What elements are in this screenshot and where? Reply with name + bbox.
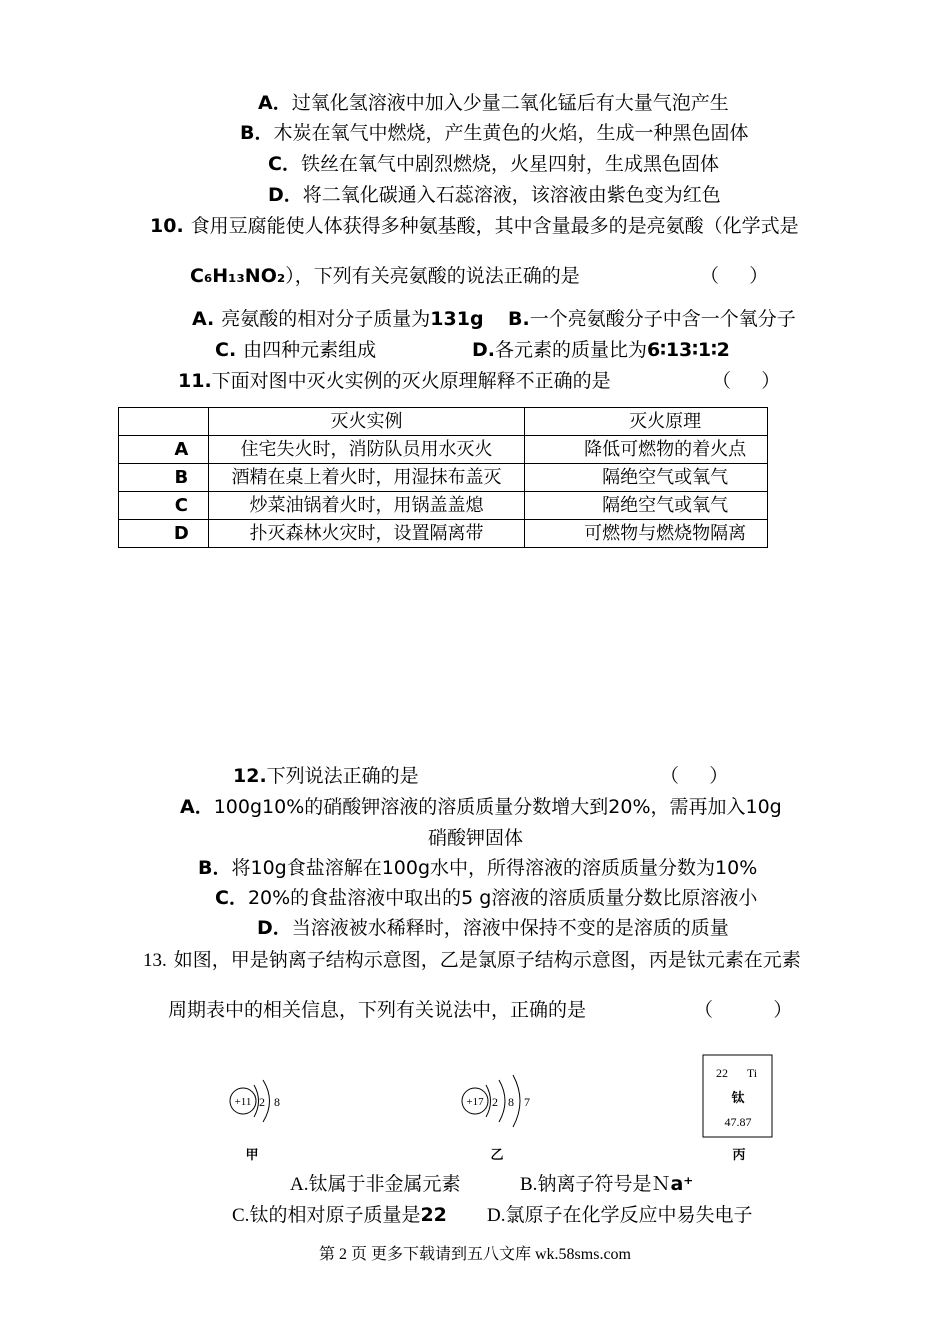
option-label: A．	[258, 92, 292, 114]
option-label: D．	[257, 917, 292, 939]
option-text: 将10g食盐溶解在100g水中，所得溶液的溶质质量分数为10%	[231, 857, 758, 879]
option-label: B.	[508, 308, 530, 330]
option-label: B.	[520, 1174, 538, 1195]
option-label: C．	[268, 153, 301, 175]
row-example: 酒精在桌上着火时，用湿抹布盖灭	[208, 464, 525, 492]
option-value: a⁺	[670, 1173, 694, 1195]
row-option: A	[119, 436, 209, 464]
option-label: C．	[215, 887, 248, 909]
row-example: 扑灭森林火灾时，设置隔离带	[208, 520, 525, 548]
q9-option-d	[268, 183, 721, 207]
q11-answer-blank: （ ）	[712, 370, 781, 392]
q10-option-a	[192, 307, 484, 331]
option-text: 一个亮氨酸分子中含一个氧分子	[529, 308, 796, 330]
yi-shell-arc-3	[513, 1075, 520, 1127]
table-header-example: 灭火实例	[208, 408, 525, 436]
option-label: B．	[240, 122, 274, 144]
q12-answer-blank: （ ）	[660, 765, 729, 787]
page-footer: 第 2 页 更多下载请到五八文库 wk.58sms.com	[318, 1246, 631, 1263]
table-row	[119, 436, 768, 464]
table-header-empty	[119, 408, 209, 436]
yi-shell-electrons-1: 2	[492, 1095, 498, 1109]
option-text: 由四种元素组成	[243, 339, 377, 361]
row-example: 炒菜油锅着火时，用锅盖盖熄	[208, 492, 525, 520]
jia-nucleus-charge: +11	[234, 1096, 252, 1108]
chlorine-atom-diagram	[462, 1075, 530, 1162]
q13-option-a	[290, 1172, 461, 1197]
row-example: 住宅失火时，消防队员用水灭火	[208, 436, 525, 464]
table-row	[119, 464, 768, 492]
option-label: D.	[487, 1205, 506, 1226]
q10-option-b	[508, 307, 796, 331]
table-header-row	[119, 408, 768, 436]
jia-shell-electrons-2: 8	[274, 1095, 280, 1109]
option-text: 钠离子符号是	[537, 1173, 652, 1195]
q12-option-b	[198, 856, 757, 880]
table-header-principle: 灭火原理	[525, 408, 768, 436]
option-label: D.	[472, 339, 495, 361]
yi-shell-arc-2	[499, 1080, 505, 1122]
option-value: 6∶13∶1∶2	[647, 339, 730, 361]
row-option: C	[119, 492, 209, 520]
option-text: 氯原子在化学反应中易失电子	[505, 1204, 753, 1226]
question-number: 10.	[150, 215, 184, 237]
jia-shell-electrons-1: 2	[259, 1095, 265, 1109]
q13-answer-blank: （ ）	[694, 999, 793, 1021]
q12-option-a-continuation: 硝酸钾固体	[428, 827, 524, 849]
q10-option-c	[215, 338, 376, 362]
q13-figures	[0, 1040, 950, 1170]
fire-extinguishing-table	[118, 407, 768, 548]
option-text: 铁丝在氧气中剧烈燃烧，火星四射，生成黑色固体	[300, 153, 719, 175]
q13-option-b	[520, 1172, 693, 1197]
option-label: C.	[215, 339, 237, 361]
option-value: 131g	[430, 308, 484, 330]
stem-text: 如图，甲是钠离子结构示意图，乙是氯原子结构示意图，丙是钛元素在元素	[173, 949, 801, 971]
q12-option-a	[180, 795, 782, 819]
option-text: 亮氨酸的相对分子质量为	[221, 308, 431, 330]
q9-option-b	[240, 121, 749, 145]
q9-option-a	[258, 91, 729, 115]
yi-nucleus-charge: +17	[466, 1096, 484, 1108]
option-label: D．	[268, 184, 303, 206]
chemical-formula: C₆H₁₃NO₂	[190, 265, 286, 287]
option-text: 将二氧化碳通入石蕊溶液，该溶液由紫色变为红色	[302, 184, 721, 206]
option-text: 当溶液被水稀释时，溶液中保持不变的是溶质的质量	[291, 917, 729, 939]
titanium-element-card	[703, 1055, 772, 1162]
bing-element-name: 钛	[731, 1090, 745, 1105]
q13-option-d	[487, 1203, 753, 1228]
q9-option-c	[268, 152, 719, 176]
row-principle: 降低可燃物的着火点	[525, 436, 768, 464]
q10-stem-line1	[150, 214, 799, 238]
q12-stem	[233, 764, 419, 788]
option-text: 钛属于非金属元素	[308, 1173, 461, 1195]
row-principle: 可燃物与燃烧物隔离	[525, 520, 768, 548]
option-label: C.	[232, 1205, 250, 1226]
yi-shell-electrons-3: 7	[524, 1095, 530, 1109]
question-number: 11.	[178, 370, 212, 392]
bing-element-symbol: Ti	[746, 1066, 758, 1080]
stem-text: ），下列有关亮氨酸的说法正确的是	[285, 265, 580, 287]
jia-label: 甲	[245, 1147, 259, 1162]
bing-atomic-mass: 47.87	[724, 1115, 752, 1129]
option-label: B．	[198, 857, 232, 879]
option-label: A．	[180, 796, 214, 818]
q13-stem-line1	[143, 948, 801, 973]
stem-text: 食用豆腐能使人体获得多种氨基酸，其中含量最多的是亮氨酸（化学式是	[190, 215, 799, 237]
question-number: 13.	[143, 950, 167, 971]
option-text: 20%的食盐溶液中取出的5 g溶液的溶质质量分数比原溶液小	[247, 887, 758, 909]
q10-option-d	[472, 338, 730, 362]
option-text: 钛的相对原子质量是	[249, 1204, 421, 1226]
q12-option-c	[215, 886, 757, 910]
bing-label: 丙	[732, 1147, 746, 1162]
row-principle: 隔绝空气或氧气	[525, 464, 768, 492]
row-principle: 隔绝空气或氧气	[525, 492, 768, 520]
table-row	[119, 520, 768, 548]
question-number: 12.	[233, 765, 267, 787]
q12-option-d	[257, 916, 729, 940]
q13-stem-line2: 周期表中的相关信息，下列有关说法中，正确的是	[168, 999, 587, 1021]
q11-stem	[178, 369, 611, 393]
stem-text: 下列说法正确的是	[266, 765, 419, 787]
option-label: A.	[290, 1174, 309, 1195]
option-text: 100g10%的硝酸钾溶液的溶质质量分数增大到20%，需再加入10g	[213, 796, 782, 818]
option-value: 22	[420, 1204, 447, 1226]
row-option: D	[119, 520, 209, 548]
bing-atomic-number: 22	[716, 1066, 728, 1080]
option-value-plain: Ｎ	[651, 1173, 671, 1195]
q10-answer-blank: （ ）	[700, 265, 769, 287]
option-text: 过氧化氢溶液中加入少量二氧化锰后有大量气泡产生	[291, 92, 729, 114]
table-row	[119, 492, 768, 520]
option-text: 各元素的质量比为	[495, 339, 648, 361]
q10-stem-line2	[190, 264, 580, 288]
option-text: 木炭在氧气中燃烧，产生黄色的火焰，生成一种黑色固体	[273, 122, 749, 144]
yi-shell-electrons-2: 8	[508, 1095, 514, 1109]
yi-label: 乙	[490, 1147, 504, 1162]
row-option: B	[119, 464, 209, 492]
stem-text: 下面对图中灭火实例的灭火原理解释不正确的是	[211, 370, 611, 392]
q13-option-c	[232, 1203, 447, 1228]
option-label: A.	[192, 308, 215, 330]
sodium-ion-diagram	[230, 1080, 280, 1162]
